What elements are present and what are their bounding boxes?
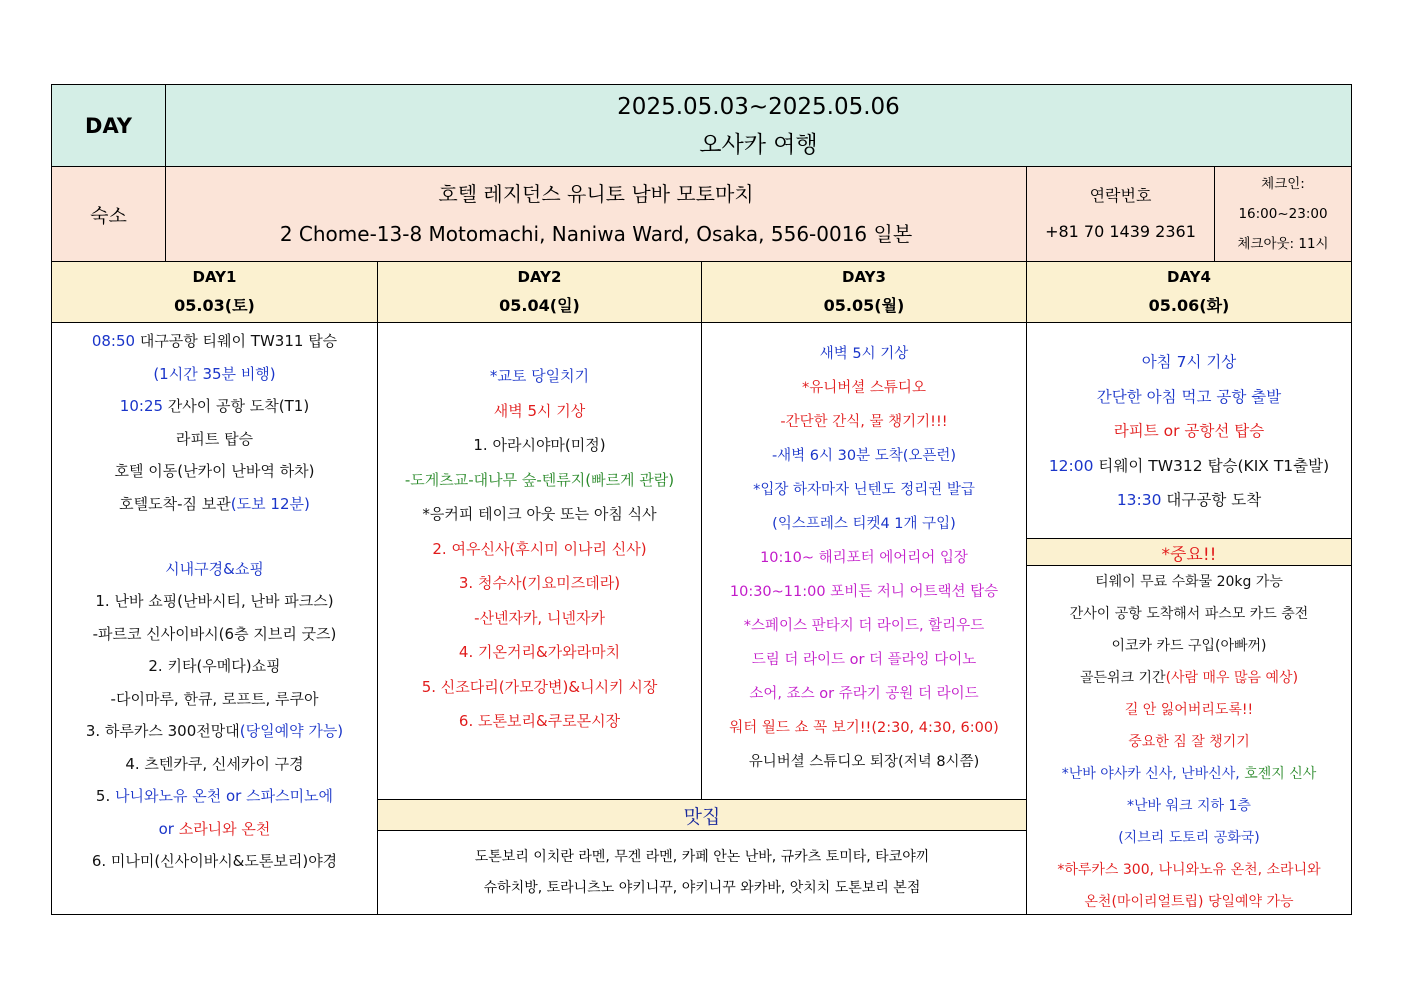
schedule-line (702, 507, 1026, 541)
day3-date: 05.05(월) (823, 296, 905, 315)
schedule-line (52, 455, 377, 488)
day-label: DAY (85, 113, 132, 138)
schedule-line (702, 745, 1026, 779)
schedule-line (52, 585, 377, 618)
schedule-line (702, 473, 1026, 507)
day1-list (52, 325, 377, 878)
schedule-text: 온천(마이리얼트립) 당일예약 가능 (1084, 894, 1294, 910)
day3-header (702, 262, 1027, 323)
restaurants-header (378, 800, 1027, 831)
schedule-line (52, 715, 377, 748)
schedule-line (1027, 598, 1351, 630)
schedule-line (52, 845, 377, 878)
schedule-text: or (158, 819, 179, 838)
schedule-line (1027, 449, 1351, 484)
contact-number: +81 70 1439 2361 (1045, 222, 1196, 241)
schedule-text: 10:10~ 해리포터 에어리어 입장 (760, 550, 968, 566)
schedule-line (702, 575, 1026, 609)
schedule-line (378, 566, 701, 601)
schedule-text: (익스프레스 티켓4 1개 구입) (772, 516, 956, 532)
schedule-text: 이코카 카드 구입(아빠꺼) (1111, 638, 1267, 654)
schedule-text: 대구공항 티웨이 TW311 탑승 (135, 332, 338, 350)
day3-schedule (702, 323, 1027, 800)
schedule-text: 호텔도착-짐 보관 (119, 494, 231, 513)
restaurants-line-1: 도톤보리 이치란 라멘, 무겐 라멘, 카페 안논 난바, 규카츠 토미타, 타코야끼 (474, 848, 930, 865)
schedule-line (52, 390, 377, 423)
schedule-line (52, 488, 377, 521)
schedule-line (1027, 822, 1351, 854)
day2-header (378, 262, 702, 323)
schedule-line (378, 394, 701, 429)
schedule-line (378, 497, 701, 532)
schedule-line (702, 677, 1026, 711)
schedule-line (702, 405, 1026, 439)
schedule-text: 새벽 5시 기상 (819, 346, 909, 362)
schedule-line (1027, 854, 1351, 886)
schedule-text: 12:00 (1048, 456, 1094, 475)
important-list (1027, 566, 1351, 918)
schedule-text: -새벽 6시 30분 도착(오픈런) (771, 448, 957, 464)
schedule-text: 08:50 (91, 332, 136, 350)
schedule-text: 워터 월드 쇼 꼭 보기!!(2:30, 4:30, 6:00) (729, 720, 999, 736)
day3-list (702, 337, 1026, 779)
schedule-text: *입장 하자마자 닌텐도 정리권 발급 (753, 482, 975, 498)
schedule-text: *응커피 테이크 아웃 또는 아침 식사 (422, 505, 657, 523)
restaurants-title: 맛집 (683, 805, 721, 828)
schedule-line (1027, 483, 1351, 518)
schedule-line (702, 609, 1026, 643)
schedule-line (702, 337, 1026, 371)
schedule-text: 4. 츠텐카쿠, 신세카이 구경 (125, 754, 304, 773)
schedule-text: 길 안 잃어버리도록!! (1124, 702, 1254, 718)
schedule-line (1027, 790, 1351, 822)
schedule-text: *난바 워크 지하 1층 (1127, 798, 1251, 814)
schedule-text: 유니버셜 스튜디오 퇴장(저녁 8시쯤) (748, 754, 980, 770)
schedule-text: (지브리 도토리 공화국) (1118, 830, 1260, 846)
schedule-text: -파르코 신사이바시(6층 지브리 굿즈) (92, 624, 337, 643)
schedule-text: (1시간 35분 비행) (153, 364, 276, 383)
important-notes (1027, 566, 1351, 914)
schedule-text: 3. 하루카스 300전망대 (85, 722, 240, 740)
schedule-text: 4. 기온거리&가와라마치 (458, 643, 621, 661)
schedule-text: (사람 매우 많음 예상) (1165, 670, 1299, 686)
lodging-label: 숙소 (90, 204, 127, 227)
schedule-text: 10:30~11:00 포비든 저니 어트랙션 탑승 (729, 584, 999, 600)
schedule-line (378, 532, 701, 567)
trip-title: 오사카 여행 (699, 131, 818, 158)
day4-list (1027, 345, 1351, 518)
restaurants-list (378, 831, 1027, 914)
schedule-line (1027, 345, 1351, 380)
schedule-text: 간단한 아침 먹고 공항 출발 (1096, 387, 1282, 406)
checkin-time: 16:00~23:00 (1238, 206, 1328, 222)
schedule-line (1027, 630, 1351, 662)
schedule-text: 티웨이 TW312 탑승(KIX T1출발) (1093, 456, 1330, 475)
day2-schedule (378, 323, 702, 800)
schedule-text: 2. 키타(우메다)쇼핑 (148, 657, 281, 675)
day4-name: DAY4 (1167, 268, 1211, 286)
schedule-line (52, 748, 377, 781)
schedule-line (378, 601, 701, 636)
schedule-text: 대구공항 도착 (1161, 491, 1262, 509)
hotel-name: 호텔 레지던스 유니토 남바 모토마치 (438, 182, 754, 206)
schedule-text: 소라니와 온천 (178, 819, 271, 838)
schedule-text: 5. (95, 787, 116, 805)
day1-date: 05.03(토) (174, 296, 255, 315)
schedule-line (52, 650, 377, 683)
schedule-text: 호텔 이동(난카이 난바역 하차) (114, 462, 315, 480)
schedule-line (1027, 758, 1351, 790)
schedule-text: *교토 당일치기 (489, 367, 590, 385)
day2-date: 05.04(일) (499, 296, 580, 315)
schedule-text: 6. 도톤보리&쿠로몬시장 (458, 712, 621, 730)
schedule-text: 나니와노유 온천 (115, 787, 222, 805)
schedule-line (1027, 566, 1351, 598)
schedule-line (52, 520, 377, 553)
schedule-text: -산넨자카, 니넨자카 (474, 608, 605, 627)
checkin-label: 체크인: (1261, 176, 1305, 192)
schedule-line (702, 643, 1026, 677)
schedule-text: *하루카스 300, 나니와노유 온천, 소라니와 (1057, 862, 1321, 878)
schedule-text: 호젠지 신사 (1244, 766, 1317, 782)
schedule-line (52, 683, 377, 716)
contact-cell (1027, 167, 1215, 262)
schedule-text: or (221, 787, 247, 805)
schedule-text: 새벽 5시 기상 (493, 401, 586, 420)
schedule-text: 라피트 or 공항선 탑승 (1113, 422, 1265, 440)
schedule-line (702, 541, 1026, 575)
day-label-cell (52, 85, 166, 167)
schedule-line (52, 358, 377, 391)
important-header (1027, 539, 1351, 566)
schedule-text: -간단한 간식, 물 챙기기!!! (780, 414, 948, 430)
schedule-text: 시내구경&쇼핑 (165, 559, 264, 578)
hotel-address: 2 Chome-13-8 Motomachi, Naniwa Ward, Osaka, 556-0016 일본 (279, 222, 913, 246)
schedule-line (702, 711, 1026, 745)
schedule-text: 간사이 공항 도착(T1) (163, 397, 310, 415)
schedule-line (1027, 662, 1351, 694)
schedule-line (52, 423, 377, 456)
schedule-line (702, 439, 1026, 473)
schedule-line (52, 618, 377, 651)
lodging-info-cell (166, 167, 1027, 262)
schedule-text: 1. 난바 쇼핑(난바시티, 난바 파크스) (95, 592, 334, 610)
schedule-line (378, 704, 701, 739)
trip-dates: 2025.05.03~2025.05.06 (617, 93, 900, 120)
schedule-text: 간사이 공항 도착해서 파스모 카드 충전 (1069, 606, 1309, 622)
schedule-line (378, 670, 701, 705)
schedule-line (378, 463, 701, 498)
day1-schedule (52, 323, 378, 914)
schedule-text: 중요한 짐 잘 챙기기 (1128, 734, 1250, 750)
schedule-text: 골든위크 기간 (1079, 670, 1166, 686)
schedule-line (702, 371, 1026, 405)
schedule-text: (당일예약 가능) (239, 722, 344, 740)
schedule-text: (도보 12분) (230, 494, 310, 513)
schedule-text: 3. 청수사(기요미즈데라) (458, 574, 621, 592)
day1-name: DAY1 (192, 268, 237, 286)
schedule-line (1027, 726, 1351, 758)
schedule-text: 라피트 탑승 (175, 429, 254, 448)
day4-header (1027, 262, 1351, 323)
schedule-text: 1. 아라시야마(미정) (473, 436, 606, 454)
schedule-line (378, 359, 701, 394)
restaurants-line-2: 슈하치방, 토라니츠노 야키니꾸, 야키니꾸 와카바, 앗치치 도톤보리 본점 (483, 879, 921, 896)
day1-header (52, 262, 378, 323)
important-title: *중요!! (1161, 544, 1217, 565)
checkout-time: 체크아웃: 11시 (1237, 236, 1329, 252)
schedule-text: 소어, 죠스 or 쥬라기 공원 더 라이드 (749, 686, 979, 702)
schedule-line (378, 428, 701, 463)
schedule-text: 드림 더 라이드 or 더 플라잉 다이노 (751, 652, 977, 668)
schedule-text: 6. 미나미(신사이바시&도톤보리)야경 (91, 852, 338, 870)
day2-list (378, 359, 701, 739)
schedule-line (52, 553, 377, 586)
day3-name: DAY3 (842, 268, 886, 286)
contact-label: 연락번호 (1089, 186, 1152, 205)
schedule-line (378, 635, 701, 670)
schedule-text: 5. 신조다리(가모강변)&니시키 시장 (421, 677, 658, 696)
schedule-line (1027, 886, 1351, 918)
lodging-label-cell (52, 167, 166, 262)
schedule-text: 2. 여우신사(후시미 이나리 신사) (432, 539, 647, 558)
schedule-text: 티웨이 무료 수화물 20kg 가능 (1095, 574, 1283, 590)
schedule-text: -도게츠교-대나무 숲-텐류지(빠르게 관람) (404, 470, 675, 489)
schedule-line (52, 780, 377, 813)
schedule-text: 아침 7시 기상 (1141, 353, 1237, 371)
day2-name: DAY2 (517, 268, 562, 286)
schedule-text: *난바 야사카 신사, 난바신사, (1061, 766, 1245, 782)
day4-date: 05.06(화) (1148, 296, 1230, 315)
schedule-text: *유니버셜 스튜디오 (802, 380, 926, 396)
schedule-text: *스페이스 판타지 더 라이드, 할리우드 (743, 618, 985, 634)
schedule-line (1027, 414, 1351, 449)
schedule-line (1027, 380, 1351, 415)
schedule-text: 13:30 (1116, 491, 1162, 509)
schedule-text: 스파스미노에 (246, 787, 334, 805)
checkin-cell (1215, 167, 1351, 262)
schedule-line (1027, 694, 1351, 726)
schedule-line (52, 325, 377, 358)
schedule-line (52, 813, 377, 846)
schedule-text: -다이마루, 한큐, 로프트, 루쿠아 (110, 689, 319, 708)
day4-schedule (1027, 323, 1351, 539)
schedule-text: 10:25 (119, 397, 164, 415)
trip-title-cell (166, 85, 1351, 167)
